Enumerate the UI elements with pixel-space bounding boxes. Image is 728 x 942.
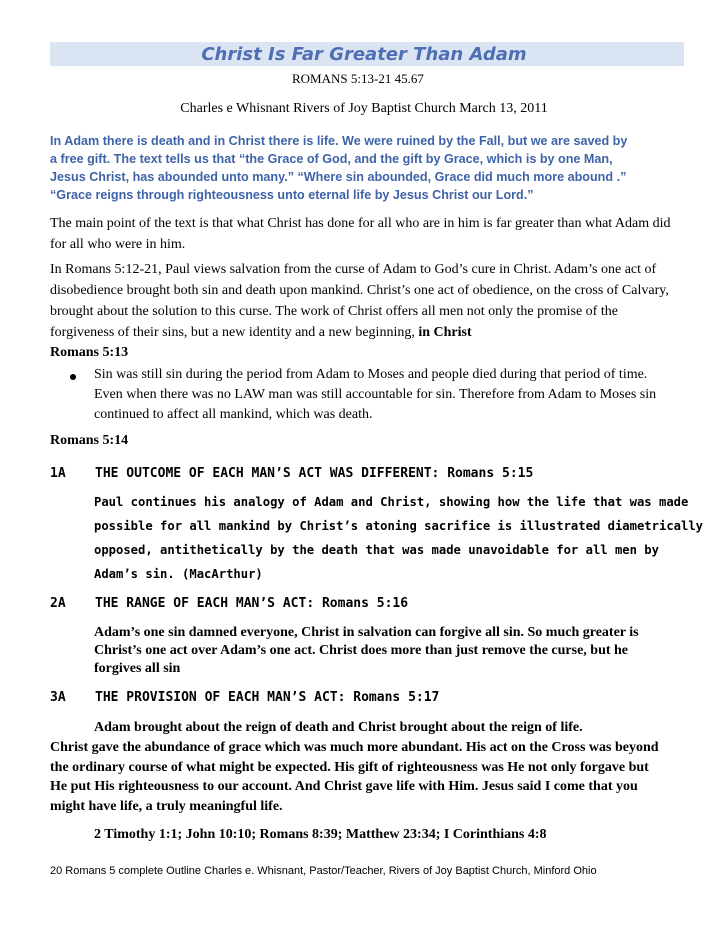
paragraph-line: The main point of the text is that what Christ has done for all who are in him is far greater than what Adam did xyxy=(50,216,671,231)
intro-line: a free gift. The text tells us that “the Grace of God, and the gift by Grace, which is by one Man, xyxy=(50,152,613,166)
bullet-icon xyxy=(70,374,76,380)
romans-paragraph xyxy=(50,259,690,343)
point-2a-body xyxy=(94,624,694,678)
bullet-line: Sin was still sin during the period from Adam to Moses and people died during that period of time. xyxy=(94,367,648,382)
main-point-paragraph xyxy=(50,213,690,255)
paragraph-line: for all who were in him. xyxy=(50,237,186,252)
intro-line: “Grace reigns through righteousness unto eternal life by Jesus Christ our Lord.” xyxy=(50,188,534,202)
body-line: Paul continues his analogy of Adam and Christ, showing how the life that was made xyxy=(94,495,689,509)
body-line: forgives all sin xyxy=(94,661,181,676)
paragraph-line: brought about the solution to this curse. The work of Christ offers all men not only the promise of the xyxy=(50,304,618,319)
paragraph-line-text: forgiveness of their sins, but a new identity and a new beginning, xyxy=(50,325,415,340)
scripture-references xyxy=(94,826,694,844)
section-heading-romans-5-13: Romans 5:13 xyxy=(50,345,129,360)
body-line: Adam brought about the reign of death and Christ brought about the reign of life. xyxy=(94,720,583,735)
page-footer: 20 Romans 5 complete Outline Charles e. Whisnant, Pastor/Teacher, Rivers of Joy Baptist Church, Minford Ohio xyxy=(50,865,597,877)
point-title: THE RANGE OF EACH MAN’S ACT: Romans 5:16 xyxy=(95,596,409,611)
page-title: Christ Is Far Greater Than Adam xyxy=(201,44,527,65)
paragraph-line: He put His righteousness to our account. And Christ gave life with Him. Jesus said I come that you xyxy=(50,779,638,794)
paragraph-line: might have life, a truly meaningful life. xyxy=(50,798,283,814)
intro-line: In Adam there is death and in Christ there is life. We were ruined by the Fall, but we are saved by xyxy=(50,134,628,148)
closing-paragraph xyxy=(50,738,690,816)
intro-line: Jesus Christ, has abounded unto many.” “Where sin abounded, Grace did much more abound .” xyxy=(50,170,627,184)
point-2a-heading xyxy=(50,596,408,611)
intro-paragraph xyxy=(50,132,690,204)
body-line: possible for all mankind by Christ’s atoning sacrifice is illustrated diametrically xyxy=(94,519,704,533)
paragraph-line: disobedience brought both sin and death upon mankind. Christ’s one act of obedience, on the cross of Calvary, xyxy=(50,283,669,298)
body-line: Adam’s sin. (MacArthur) xyxy=(94,567,263,581)
body-line: Adam’s one sin damned everyone, Christ in salvation can forgive all sin. So much greater is xyxy=(94,625,639,640)
scripture-reference: ROMANS 5:13-21 45.67 xyxy=(292,71,424,86)
in-christ-emphasis: in Christ xyxy=(418,325,472,340)
section-heading-romans-5-14: Romans 5:14 xyxy=(50,433,129,448)
body-line: Christ’s one act over Adam’s one act. Christ does more than just remove the curse, but he xyxy=(94,643,629,658)
references-line: 2 Timothy 1:1; John 10:10; Romans 8:39; Matthew 23:34; I Corinthians 4:8 xyxy=(94,827,547,842)
point-3a-body xyxy=(94,719,694,737)
point-3a-heading xyxy=(50,690,439,705)
point-title: THE OUTCOME OF EACH MAN’S ACT WAS DIFFERENT: Romans 5:15 xyxy=(95,466,534,481)
bullet-item xyxy=(94,365,694,425)
point-title: THE PROVISION OF EACH MAN’S ACT: Romans 5:17 xyxy=(95,690,440,705)
paragraph-line xyxy=(50,322,690,343)
bullet-line: continued to affect all mankind, which was death. xyxy=(94,407,373,422)
bullet-line: Even when there was no LAW man was still accountable for sin. Therefore from Adam to Moses sin xyxy=(94,387,657,402)
body-line: opposed, antithetically by the death that was made unavoidable for all men by xyxy=(94,543,659,557)
paragraph-line: Christ gave the abundance of grace which was much more abundant. His act on the Cross was beyond xyxy=(50,740,659,755)
point-number: 3A xyxy=(50,690,66,705)
paragraph-line: the ordinary course of what might be expected. His gift of righteousness was He not only forgave but xyxy=(50,759,649,775)
point-number: 2A xyxy=(50,596,66,611)
point-1a-body xyxy=(94,490,704,586)
author-byline: Charles e Whisnant Rivers of Joy Baptist Church March 13, 2011 xyxy=(180,101,548,116)
point-number: 1A xyxy=(50,466,66,481)
paragraph-line: In Romans 5:12-21, Paul views salvation from the curse of Adam to God’s cure in Christ. Adam’s one act of xyxy=(50,262,657,277)
point-1a-heading xyxy=(50,466,533,481)
